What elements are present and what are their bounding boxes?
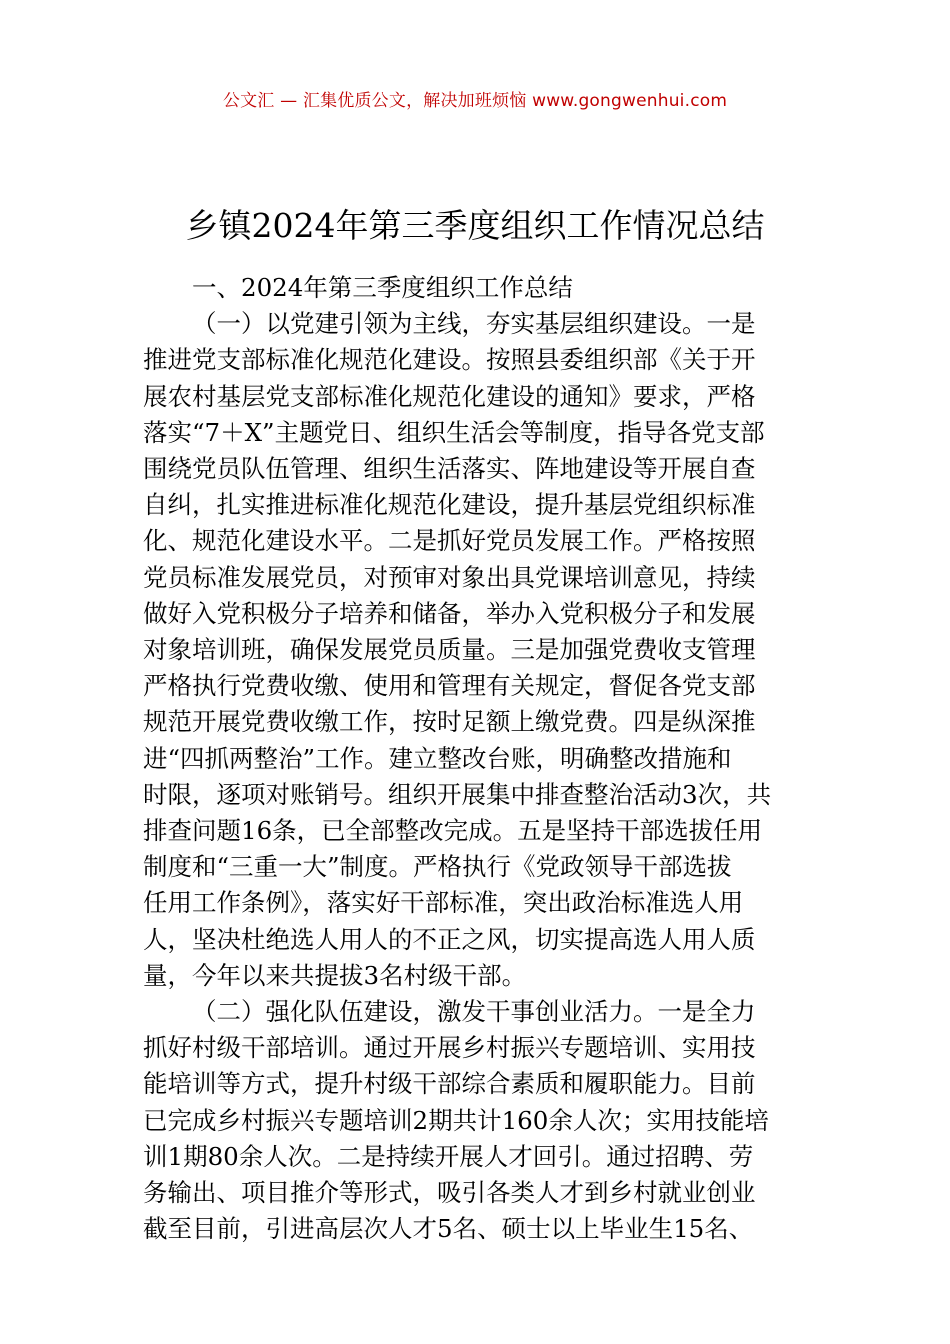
body-line: （二）强化队伍建设，激发干事创业活力。一是全力 bbox=[192, 997, 756, 1027]
body-line: 能培训等方式，提升村级干部综合素质和履职能力。目前 bbox=[143, 1069, 756, 1099]
body-line: 做好入党积极分子培养和储备，举办入党积极分子和发展 bbox=[143, 598, 756, 628]
body-line: 截至目前，引进高层次人才5名、硕士以上毕业生15名、 bbox=[143, 1214, 754, 1244]
body-line: 对象培训班，确保发展党员质量。三是加强党费收支管理 bbox=[143, 635, 756, 665]
body-line: 自纠，扎实推进标准化规范化建设，提升基层党组织标准 bbox=[143, 490, 756, 520]
body-line: 严格执行党费收缴、使用和管理有关规定，督促各党支部 bbox=[143, 671, 756, 701]
body-line: 任用工作条例》，落实好干部标准，突出政治标准选人用 bbox=[143, 888, 744, 918]
body-line: 展农村基层党支部标准化规范化建设的通知》要求，严格 bbox=[143, 381, 756, 411]
body-line: 落实“7＋X”主题党日、组织生活会等制度，指导各党支部 bbox=[143, 417, 765, 447]
body-line: 规范开展党费收缴工作，按时足额上缴党费。四是纵深推 bbox=[143, 707, 756, 737]
body-line: 量，今年以来共提拔3名村级干部。 bbox=[143, 960, 527, 990]
body-line: 抓好村级干部培训。通过开展乡村振兴专题培训、实用技 bbox=[143, 1033, 756, 1063]
body-line: 训1期80余人次。二是持续开展人才回引。通过招聘、劳 bbox=[143, 1141, 754, 1171]
body-line: 务输出、项目推介等形式，吸引各类人才到乡村就业创业 bbox=[143, 1178, 756, 1208]
body-line: 已完成乡村振兴专题培训2期共计160余人次；实用技能培 bbox=[143, 1105, 769, 1135]
document-title: 乡镇2024年第三季度组织工作情况总结 bbox=[185, 206, 765, 246]
body-line: 人，坚决杜绝选人用人的不正之风，切实提高选人用人质 bbox=[143, 924, 756, 954]
body-line: 制度和“三重一大”制度。严格执行《党政领导干部选拔 bbox=[143, 852, 732, 882]
document-body bbox=[143, 270, 807, 1247]
watermark-header: 公文汇 — 汇集优质公文，解决加班烦恼 www.gongwenhui.com bbox=[222, 91, 728, 111]
body-line: 一、2024年第三季度组织工作总结 bbox=[192, 273, 573, 302]
body-line: 化、规范化建设水平。二是抓好党员发展工作。严格按照 bbox=[143, 526, 756, 556]
body-line: 党员标准发展党员，对预审对象出具党课培训意见，持续 bbox=[143, 562, 756, 592]
body-line: （一）以党建引领为主线，夯实基层组织建设。一是 bbox=[192, 309, 756, 339]
body-line: 推进党支部标准化规范化建设。按照县委组织部《关于开 bbox=[143, 345, 756, 375]
body-line: 时限，逐项对账销号。组织开展集中排查整治活动3次，共 bbox=[143, 779, 772, 809]
body-line: 进“四抓两整治”工作。建立整改台账，明确整改措施和 bbox=[143, 743, 732, 773]
body-line: 围绕党员队伍管理、组织生活落实、阵地建设等开展自查 bbox=[143, 454, 756, 484]
body-line: 排查问题16条，已全部整改完成。五是坚持干部选拔任用 bbox=[143, 816, 763, 846]
